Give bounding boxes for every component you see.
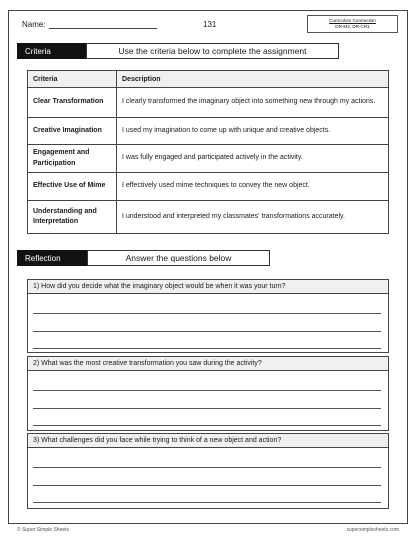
reflection-header-bar — [17, 250, 270, 266]
answer-line[interactable] — [33, 408, 381, 409]
question-3-text: 3) What challenges did you face while trying to think of a new object and action? — [28, 434, 388, 448]
criterion-cell: Creative Imagination — [28, 118, 117, 145]
answer-line[interactable] — [33, 467, 381, 468]
description-cell: I effectively used mime techniques to convey the new object. — [117, 173, 389, 201]
criterion-cell: Understanding and Interpretation — [28, 201, 117, 234]
name-input-line[interactable] — [49, 20, 157, 29]
criterion-cell: Effective Use of Mime — [28, 173, 117, 201]
description-cell: I understood and interpreted my classmates' transformations accurately. — [117, 201, 389, 234]
question-1-text: 1) How did you decide what the imaginary object would be when it was your turn? — [28, 280, 388, 294]
answer-line[interactable] — [33, 502, 381, 503]
table-row — [28, 201, 389, 234]
question-block-1 — [27, 279, 389, 353]
question-2-text: 2) What was the most creative transformation you saw during the activity? — [28, 357, 388, 371]
copyright-text: © Super Simple Sheets — [17, 527, 70, 533]
question-block-3 — [27, 433, 389, 509]
answer-line[interactable] — [33, 331, 381, 332]
criteria-header-bar — [17, 43, 339, 59]
curriculum-codes: DR-M2, DR-CR1 — [335, 23, 370, 29]
description-cell: I used my imagination to come up with unique and creative objects. — [117, 118, 389, 145]
name-field — [22, 20, 157, 29]
criterion-cell: Engagement and Participation — [28, 145, 117, 173]
criteria-label: Criteria — [17, 43, 86, 59]
description-cell: I clearly transformed the imaginary object into something new through my actions. — [117, 88, 389, 118]
criterion-cell: Clear Transformation — [28, 88, 117, 118]
table-row — [28, 88, 389, 118]
answer-line[interactable] — [33, 425, 381, 426]
reflection-instruction: Answer the questions below — [87, 250, 270, 266]
curriculum-title: Curriculum Connection — [329, 18, 376, 23]
website-link[interactable]: supersimplesheets.com — [346, 527, 399, 533]
description-cell: I was fully engaged and participated actively in the activity. — [117, 145, 389, 173]
answer-line[interactable] — [33, 485, 381, 486]
table-row — [28, 173, 389, 201]
name-label: Name: — [22, 20, 46, 29]
table-header-row — [28, 71, 389, 88]
question-block-2 — [27, 356, 389, 431]
criteria-table — [27, 70, 389, 234]
curriculum-connection-box — [307, 15, 398, 33]
page-number: 131 — [203, 20, 217, 29]
answer-line[interactable] — [33, 313, 381, 314]
column-header-criteria: Criteria — [28, 71, 117, 88]
table-row — [28, 145, 389, 173]
answer-line[interactable] — [33, 348, 381, 349]
criteria-instruction: Use the criteria below to complete the assignment — [86, 43, 339, 59]
answer-line[interactable] — [33, 390, 381, 391]
reflection-label: Reflection — [17, 250, 87, 266]
column-header-description: Description — [117, 71, 389, 88]
table-row — [28, 118, 389, 145]
